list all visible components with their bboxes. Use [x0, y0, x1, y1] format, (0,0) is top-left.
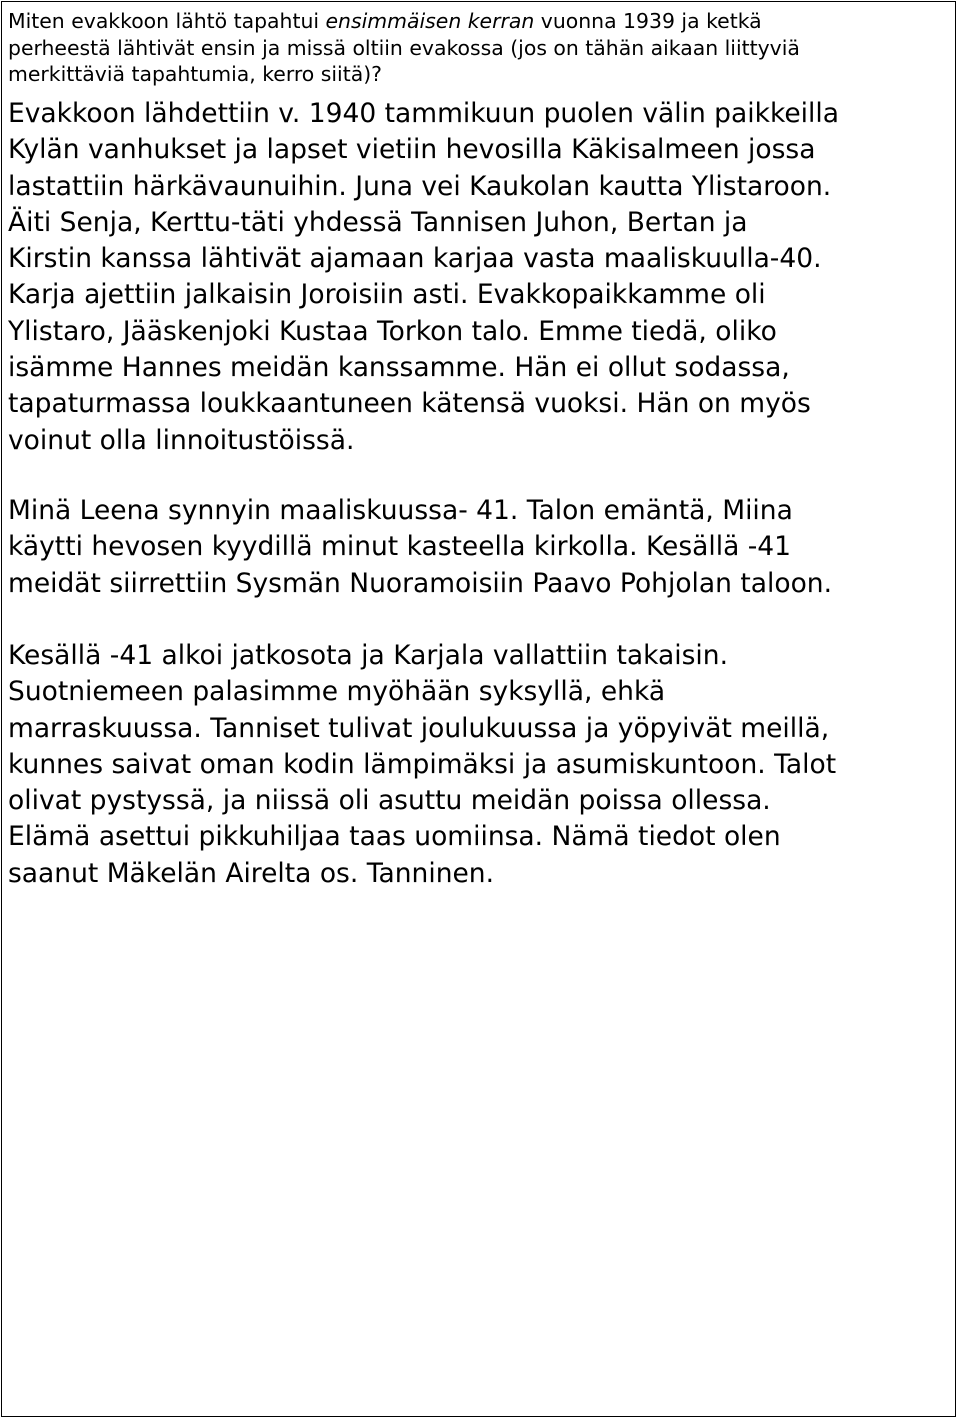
- answer-line: Suotniemeen palasimme myöhään syksyllä, ehkä: [8, 676, 666, 708]
- answer-line: kunnes saivat oman kodin lämpimäksi ja asumiskuntoon. Talot: [8, 748, 837, 780]
- answer-line: Karja ajettiin jalkaisin Joroisiin asti. Evakkopaikkamme oli: [8, 279, 766, 311]
- answer-line: Kesällä -41 alkoi jatkosota ja Karjala vallattiin takaisin.: [8, 640, 728, 671]
- answer-line: marraskuussa. Tanniset tulivat joulukuussa ja yöpyivät meillä,: [8, 712, 830, 744]
- answer-line: Minä Leena synnyin maaliskuussa- 41. Talon emäntä, Miina: [8, 495, 793, 526]
- answer-line: meidät siirrettiin Sysmän Nuoramoisiin Paavo Pohjolan taloon.: [8, 567, 833, 599]
- answer-paragraph-2: [8, 493, 953, 602]
- question-prompt: [8, 8, 948, 88]
- answer-line: Äiti Senja, Kerttu-täti yhdessä Tannisen Juhon, Bertan ja: [8, 206, 748, 238]
- answer-line: Elämä asettui pikkuhiljaa taas uomiinsa. Nämä tiedot olen: [8, 821, 781, 853]
- answer-line: saanut Mäkelän Airelta os. Tanninen.: [8, 857, 495, 889]
- answer-line: Kirstin kanssa lähtivät ajamaan karjaa vasta maaliskuulla-40.: [8, 243, 822, 275]
- answer-paragraph-3: [8, 638, 953, 892]
- question-text-end: vuonna 1939 ja ketkä: [534, 9, 762, 33]
- question-emphasis: ensimmäisen kerran: [325, 9, 535, 33]
- answer-line: Evakkoon lähdettiin v. 1940 tammikuun puolen välin paikkeilla: [8, 98, 839, 129]
- question-line-2: perheestä lähtivät ensin ja missä oltiin evakossa (jos on tähän aikaan liittyviä: [8, 35, 800, 60]
- answer-line: lastattiin härkävaunuihin. Juna vei Kaukolan kautta Ylistaroon.: [8, 170, 832, 202]
- question-line-3: merkittäviä tapahtumia, kerro siitä)?: [8, 62, 382, 86]
- answer-line: Kylän vanhukset ja lapset vietiin hevosilla Käkisalmeen jossa: [8, 134, 816, 166]
- answer-line: Ylistaro, Jääskenjoki Kustaa Torkon talo. Emme tiedä, oliko: [8, 315, 777, 347]
- answer-line: isämme Hannes meidän kanssamme. Hän ei ollut sodassa,: [8, 352, 790, 384]
- answer-line: tapaturmassa loukkaantuneen kätensä vuoksi. Hän on myös: [8, 388, 811, 420]
- question-text-start: Miten evakkoon lähtö tapahtui: [8, 9, 326, 33]
- answer-line: käytti hevosen kyydillä minut kasteella kirkolla. Kesällä -41: [8, 531, 792, 563]
- answer-line: olivat pystyssä, ja niissä oli asuttu meidän poissa ollessa.: [8, 785, 771, 817]
- answer-paragraph-1: [8, 96, 953, 459]
- answer-line: voinut olla linnoitustöissä.: [8, 424, 355, 456]
